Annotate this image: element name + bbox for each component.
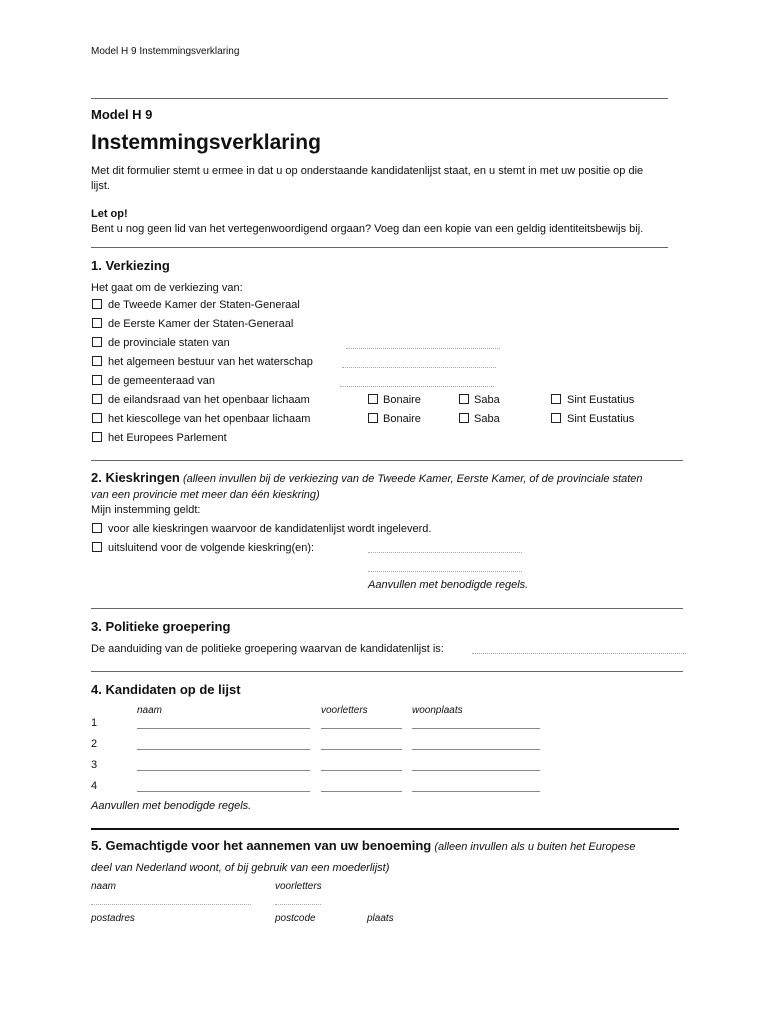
checkbox-eilandsraad-sint-eustatius[interactable] (551, 394, 561, 404)
intro-text-line2: lijst. (91, 180, 110, 192)
option-label: het algemeen bestuur van het waterschap (108, 356, 313, 368)
section2-heading-line (91, 471, 643, 486)
voorletters-field[interactable] (321, 791, 402, 792)
gemachtigde-voorletters-field[interactable] (275, 904, 321, 905)
checkbox-eerste-kamer[interactable] (92, 318, 102, 328)
naam-field[interactable] (137, 770, 310, 771)
note-text: Bent u nog geen lid van het vertegenwoordigend orgaan? Voeg dan een kopie van een geldig identiteitsbewijs bij. (91, 223, 644, 235)
model-label: Model H 9 (91, 107, 153, 122)
section5-heading: 5. Gemachtigde voor het aannemen van uw benoeming (91, 838, 432, 853)
kieskring-field[interactable] (368, 571, 522, 572)
checkbox-kiescollege[interactable] (92, 413, 102, 423)
option-label: de Eerste Kamer der Staten-Generaal (108, 318, 294, 330)
checkbox-tweede-kamer[interactable] (92, 299, 102, 309)
option-label: de Tweede Kamer der Staten-Generaal (108, 299, 300, 311)
gemachtigde-naam-field[interactable] (91, 904, 251, 905)
naam-field[interactable] (137, 749, 310, 750)
row-number: 2 (91, 738, 98, 750)
naam-field[interactable] (137, 728, 310, 729)
woonplaats-field[interactable] (412, 791, 540, 792)
woonplaats-field[interactable] (412, 728, 540, 729)
island-label: Bonaire (383, 394, 421, 406)
woonplaats-field[interactable] (412, 749, 540, 750)
section5-note: (alleen invullen als u buiten het Europese (434, 841, 636, 853)
label-voorletters: voorletters (275, 881, 322, 892)
voorletters-field[interactable] (321, 749, 402, 750)
label-plaats: plaats (367, 913, 394, 924)
add-rows-note: Aanvullen met benodigde regels. (368, 579, 529, 591)
section1-heading: 1. Verkiezing (91, 258, 170, 273)
voorletters-field[interactable] (321, 770, 402, 771)
checkbox-provinciale-staten[interactable] (92, 337, 102, 347)
label-naam: naam (91, 881, 117, 892)
divider (91, 460, 683, 461)
island-label: Sint Eustatius (567, 394, 635, 406)
island-label: Saba (474, 394, 500, 406)
note-title: Let op! (91, 208, 128, 220)
island-label: Sint Eustatius (567, 413, 635, 425)
politieke-groepering-field[interactable] (472, 653, 686, 654)
option-label: het kiescollege van het openbaar lichaam (108, 413, 311, 425)
section5-heading-line (91, 839, 636, 854)
option-label: de provinciale staten van (108, 337, 230, 349)
option-label: voor alle kieskringen waarvoor de kandidatenlijst wordt ingeleverd. (108, 523, 432, 535)
row-number: 1 (91, 717, 98, 729)
divider (91, 608, 683, 609)
section2-note: (alleen invullen bij de verkiezing van de Tweede Kamer, Eerste Kamer, of de provinciale staten (182, 473, 643, 485)
naam-field[interactable] (137, 791, 310, 792)
island-label: Bonaire (383, 413, 421, 425)
column-header-voorletters: voorletters (321, 705, 368, 716)
running-header: Model H 9 Instemmingsverklaring (91, 46, 240, 57)
divider (91, 671, 683, 672)
checkbox-alle-kieskringen[interactable] (92, 523, 102, 533)
island-label: Saba (474, 413, 500, 425)
checkbox-eilandsraad[interactable] (92, 394, 102, 404)
divider (91, 98, 668, 99)
option-label: uitsluitend voor de volgende kieskring(en): (108, 542, 315, 554)
row-number: 3 (91, 759, 98, 771)
section2-note-cont: van een provincie met meer dan één kieskring) (91, 489, 320, 501)
column-header-woonplaats: woonplaats (412, 705, 463, 716)
intro-text-line1: Met dit formulier stemt u ermee in dat u op onderstaande kandidatenlijst staat, en u stemt in met uw positie op die (91, 165, 644, 177)
section2-lead: Mijn instemming geldt: (91, 504, 201, 516)
column-header-naam: naam (137, 705, 163, 716)
section3-heading: 3. Politieke groepering (91, 619, 231, 634)
section3-text: De aanduiding van de politieke groepering waarvan de kandidatenlijst is: (91, 643, 444, 655)
divider (91, 247, 668, 248)
checkbox-gemeenteraad[interactable] (92, 375, 102, 385)
checkbox-kiescollege-saba[interactable] (459, 413, 469, 423)
option-label: de eilandsraad van het openbaar lichaam (108, 394, 310, 406)
kieskring-field[interactable] (368, 552, 522, 553)
checkbox-kiescollege-bonaire[interactable] (368, 413, 378, 423)
add-rows-note: Aanvullen met benodigde regels. (91, 800, 252, 812)
label-postadres: postadres (91, 913, 135, 924)
checkbox-eilandsraad-saba[interactable] (459, 394, 469, 404)
option-label: het Europees Parlement (108, 432, 227, 444)
gemeente-field[interactable] (340, 386, 494, 387)
checkbox-europees-parlement[interactable] (92, 432, 102, 442)
checkbox-volgende-kieskringen[interactable] (92, 542, 102, 552)
provincie-field[interactable] (346, 348, 500, 349)
section4-heading: 4. Kandidaten op de lijst (91, 682, 241, 697)
checkbox-waterschap[interactable] (92, 356, 102, 366)
page-title: Instemmingsverklaring (91, 131, 321, 154)
section1-lead: Het gaat om de verkiezing van: (91, 282, 243, 294)
checkbox-eilandsraad-bonaire[interactable] (368, 394, 378, 404)
voorletters-field[interactable] (321, 728, 402, 729)
section5-note-cont: deel van Nederland woont, of bij gebruik van een moederlijst) (91, 862, 390, 874)
row-number: 4 (91, 780, 98, 792)
checkbox-kiescollege-sint-eustatius[interactable] (551, 413, 561, 423)
divider (91, 828, 679, 830)
waterschap-field[interactable] (342, 367, 496, 368)
section2-heading: 2. Kieskringen (91, 470, 180, 485)
label-postcode: postcode (275, 913, 316, 924)
option-label: de gemeenteraad van (108, 375, 216, 387)
woonplaats-field[interactable] (412, 770, 540, 771)
